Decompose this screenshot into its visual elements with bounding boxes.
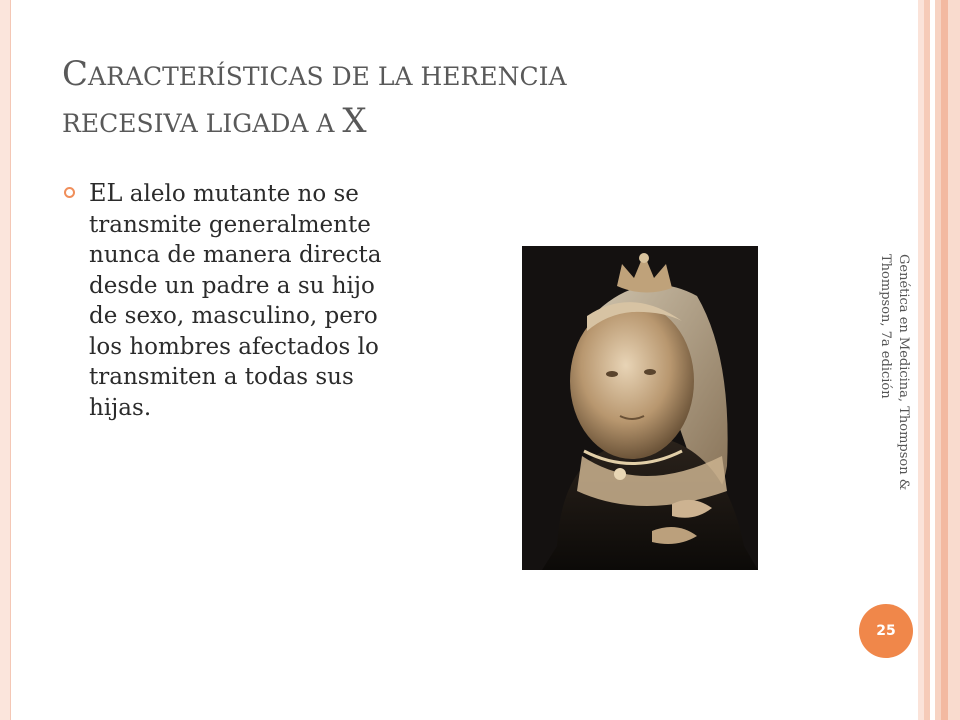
title-line2: RECESIVA LIGADA A	[62, 109, 343, 138]
bullet-item	[89, 178, 404, 423]
bullet-circle-icon	[64, 187, 75, 198]
portrait-image	[522, 246, 758, 570]
title-line1: ARACTERÍSTICAS DE LA HERENCIA	[88, 62, 567, 91]
bullet-body: alelo mutante no se transmite generalmente nunca de manera directa desde un padre a su hijo de sexo, masculino, pero los hombres afectados lo transmiten a todas sus hijas.	[89, 181, 382, 421]
side-credit	[878, 254, 918, 520]
bullet-lead: EL	[89, 179, 123, 207]
left-border	[0, 0, 11, 720]
title-end: X	[342, 101, 367, 141]
right-stripe	[941, 0, 948, 720]
slide-title	[62, 52, 842, 146]
bullet-list	[64, 178, 404, 423]
right-stripe	[948, 0, 960, 720]
portrait-photo-icon	[522, 246, 758, 570]
page-number: 25	[876, 623, 896, 639]
side-credit-text: Genética en Medicina, Thompson & Thompson, 7a edición	[878, 254, 911, 491]
page-number-badge	[859, 604, 913, 658]
title-initial: C	[62, 54, 89, 94]
